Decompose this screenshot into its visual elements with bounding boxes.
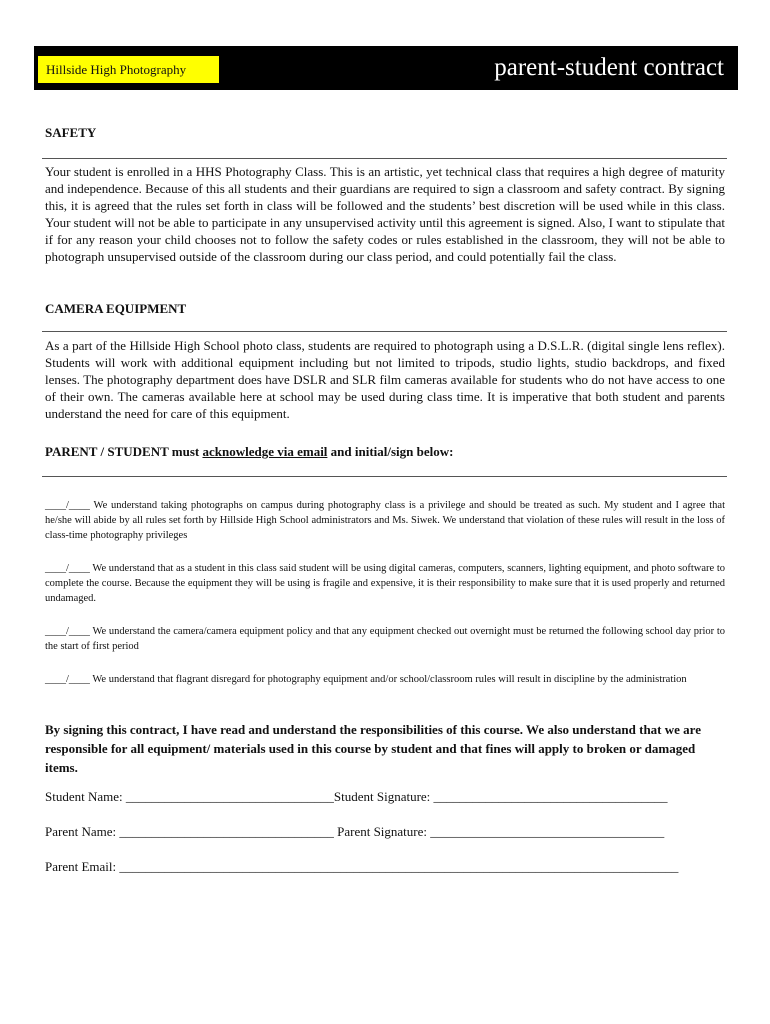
document-title: parent-student contract — [494, 54, 724, 81]
parent-email-line[interactable]: Parent Email: ______________________________________________________________________________________ — [45, 859, 679, 874]
acknowledge-suffix: and initial/sign below: — [327, 444, 454, 459]
school-name-label: Hillside High Photography — [37, 55, 220, 84]
safety-paragraph: Your student is enrolled in a HHS Photography Class. This is an artistic, yet technical class that requires a high degree of maturity and independence. Because of this all students and their guardians are required to sign a classroom and safety contract. By signing this, it is agreed that the rules set forth in class will be followed and the students’ best discretion will be used while in this class. Your student will not be able to participate in any unsupervised activity until this agreement is signed. Also, I want to stipulate that if for any reason your child chooses not to follow the safety codes or rules established in the classroom, they will not be able to photograph unsupervised outside of the classroom during our class period, and could potentially fail the class. — [45, 164, 725, 264]
acknowledge-item: ____/____ We understand that as a student in this class said student will be using digital cameras, computers, scanners, lighting equipment, and photo software to complete the course. Because the equipment they will be using is fragile and expensive, it is their responsibility to make sure that it is used properly and returned undamaged. — [45, 563, 725, 604]
student-signature-line[interactable]: Student Name: ________________________________Student Signature: ____________________________________ — [45, 789, 668, 804]
acknowledge-heading — [45, 444, 453, 460]
acknowledge-divider — [42, 476, 727, 477]
safety-heading: SAFETY — [45, 125, 97, 140]
camera-equipment-paragraph: As a part of the Hillside High School photo class, students are required to photograph using a D.S.L.R. (digital single lens reflex). Students will work with additional equipment including but not limited to tripods, studio lights, studio backdrops, and fixed lenses. The photography department does have DSLR and SLR film cameras available for students who do not have access to one of their own. The cameras available here at school may be used during class time. It is imperative that both student and parents understand the need for care of this equipment. — [45, 338, 725, 421]
camera-divider — [42, 331, 727, 332]
acknowledge-email-link[interactable]: acknowledge via email — [202, 444, 328, 459]
camera-equipment-heading: CAMERA EQUIPMENT — [45, 301, 187, 316]
acknowledge-item: ____/____ We understand taking photographs on campus during photography class is a privilege and should be treated as such. My student and I agree that he/she will abide by all rules set forth by Hillside High School administrators and Ms. Siwek. We understand that violation of these rules will result in the loss of class-time photography privileges — [45, 500, 725, 541]
acknowledge-item: ____/____ We understand the camera/camera equipment policy and that any equipment checked out overnight must be returned the following school day prior to the start of first period — [45, 626, 725, 652]
acknowledge-item: ____/____ We understand that flagrant disregard for photography equipment and/or school/classroom rules will result in discipline by the administration — [45, 674, 687, 685]
acknowledge-prefix: PARENT / STUDENT must — [45, 444, 203, 459]
signing-statement: By signing this contract, I have read and understand the responsibilities of this course. We also understand that we are responsible for all equipment/ materials used in this course by student and that fines will apply to broken or damaged items. — [45, 722, 701, 775]
safety-divider — [42, 158, 727, 159]
parent-signature-line[interactable]: Parent Name: _________________________________ Parent Signature: ____________________________________ — [45, 824, 665, 839]
